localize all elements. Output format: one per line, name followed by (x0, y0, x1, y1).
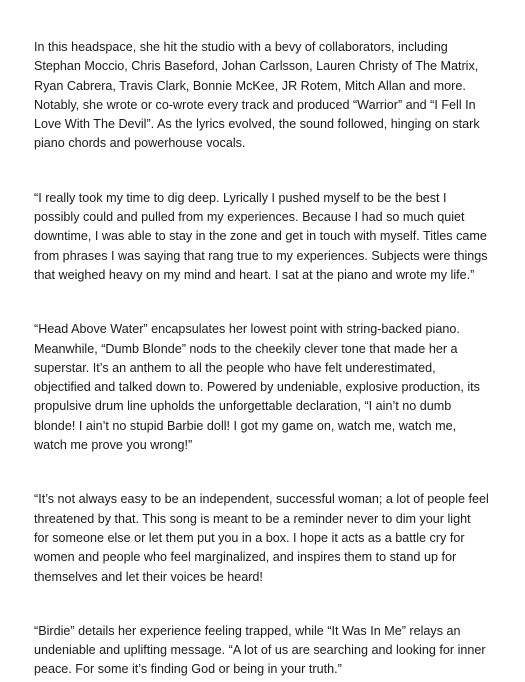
paragraph-quote-independent-woman (34, 490, 504, 586)
text-line: for someone else or let them put you in a box. I hope it acts as a battle cry for (34, 530, 465, 545)
text-line: Stephan Moccio, Chris Baseford, Johan Carlsson, Lauren Christy of The Matrix, (34, 59, 479, 74)
text-line: objectified and talked down to. Powered by undeniable, explosive production, its (34, 380, 480, 395)
paragraph-collaborators (34, 38, 504, 154)
text-line: “Head Above Water” encapsulates her lowest point with string-backed piano. (34, 322, 460, 337)
text-line: undeniable and uplifting message. “A lot of us are searching and looking for inner (34, 643, 486, 658)
text-line: “Birdie” details her experience feeling trapped, while “It Was In Me” relays an (34, 623, 461, 638)
text-line: that weighed heavy on my mind and heart. I sat at the piano and wrote my life.” (34, 267, 475, 282)
document-body (34, 38, 504, 680)
text-line: from phrases I was saying that rang true to my experiences. Subjects were things (34, 248, 488, 263)
text-line: blonde! I ain’t no stupid Barbie doll! I got my game on, watch me, watch me, (34, 418, 457, 433)
paragraph-quote-dig-deep (34, 189, 504, 285)
text-line: themselves and let their voices be heard! (34, 569, 263, 584)
text-line: piano chords and powerhouse vocals. (34, 136, 246, 151)
text-line: possibly could and pulled from my experiences. Because I had so much quiet (34, 210, 465, 225)
text-line: women and people who feel marginalized, and inspires them to stand up for (34, 550, 457, 565)
text-line: peace. For some it’s finding God or being in your truth.” (34, 662, 342, 677)
text-line: “I really took my time to dig deep. Lyrically I pushed myself to be the best I (34, 190, 447, 205)
text-line: propulsive drum line upholds the unforgettable declaration, “I ain’t no dumb (34, 399, 452, 414)
paragraph-head-above-water (34, 320, 504, 455)
text-line: threatened by that. This song is meant to be a reminder never to dim your light (34, 511, 471, 526)
text-line: Love With The Devil”. As the lyrics evolved, the sound followed, hinging on stark (34, 117, 480, 132)
text-line: downtime, I was able to stay in the zone and get in touch with myself. Titles came (34, 229, 487, 244)
text-line: Notably, she wrote or co-wrote every track and produced “Warrior” and “I Fell In (34, 97, 476, 112)
text-line: watch me prove you wrong!” (34, 438, 193, 453)
text-line: “It’s not always easy to be an independent, successful woman; a lot of people feel (34, 492, 489, 507)
text-line: In this headspace, she hit the studio with a bevy of collaborators, including (34, 40, 448, 54)
paragraph-birdie (34, 622, 504, 680)
text-line: superstar. It’s an anthem to all the people who have felt underestimated, (34, 360, 436, 375)
text-line: Meanwhile, “Dumb Blonde” nods to the cheekily clever tone that made her a (34, 341, 458, 356)
text-line: Ryan Cabrera, Travis Clark, Bonnie McKee, JR Rotem, Mitch Allan and more. (34, 78, 466, 93)
